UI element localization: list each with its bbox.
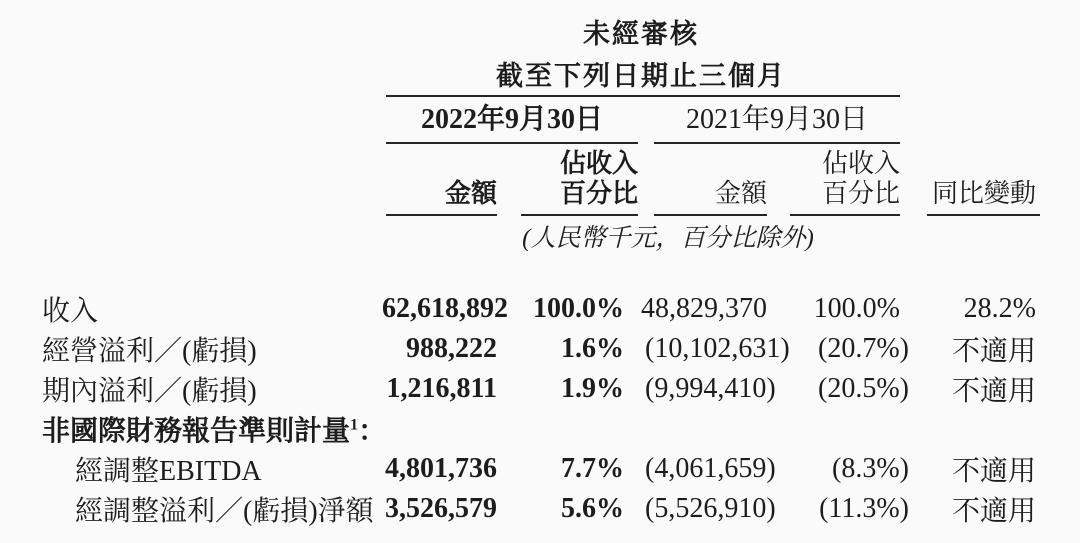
column-header-amount-2022: 金額	[382, 144, 497, 216]
pct-2022-cell: 7.7%	[561, 453, 624, 484]
table-row-operating-profit	[42, 329, 1040, 369]
pct-2021-cell: (11.3%)	[819, 493, 909, 524]
unit-note: (人民幣千元，百分比除外)	[522, 225, 814, 252]
pct-2022-cell: 5.6%	[561, 493, 624, 524]
amount-2021-cell: (5,526,910)	[645, 493, 776, 524]
period-header-2021: 2021年9月30日	[654, 98, 900, 144]
amount-2022-cell: 4,801,736	[385, 453, 497, 484]
yoy-cell: 28.2%	[963, 293, 1036, 324]
pct-2021-cell: (8.3%)	[832, 453, 909, 484]
column-header-amount-2021: 金額	[638, 144, 767, 216]
amount-2021-cell: 48,829,370	[641, 293, 767, 324]
table-row-adjusted-ebitda	[42, 449, 1040, 489]
pct-2021-cell: (20.7%)	[818, 333, 909, 364]
row-label: 期內溢利／(虧損)	[42, 376, 257, 407]
table-row-revenue	[42, 289, 1040, 329]
section-label: 非國際財務報告準則計量$^1$：	[42, 415, 387, 447]
amount-2022-cell: 1,216,811	[386, 373, 497, 404]
column-header-yoy: 同比變動	[900, 144, 1040, 216]
table-row-non-ifrs-section	[42, 409, 1040, 449]
column-header-pct-2021: 佔收入 百分比	[767, 144, 900, 216]
financial-statement-sheet	[0, 12, 1080, 543]
amount-2022-cell: 3,526,579	[385, 493, 497, 524]
yoy-cell: 不適用	[951, 496, 1036, 527]
footnote-superscript: 1	[350, 415, 359, 434]
period-header-2022: 2022年9月30日	[386, 98, 638, 144]
table-title-period-caption: 截至下列日期止三個月	[496, 60, 786, 91]
amount-2022-cell: 62,618,892	[382, 293, 508, 324]
table-row-period-profit	[42, 369, 1040, 409]
amount-2021-cell: (9,994,410)	[645, 373, 776, 404]
financial-results-table	[42, 12, 1040, 529]
yoy-cell: 不適用	[951, 376, 1036, 407]
column-header-pct-2022: 佔收入 百分比	[497, 144, 638, 216]
table-title-unaudited: 未經審核	[583, 19, 699, 49]
row-label: 經營溢利／(虧損)	[42, 336, 257, 367]
pct-2022-cell: 1.6%	[561, 333, 624, 364]
pct-2021-cell: (20.5%)	[818, 373, 909, 404]
amount-2021-cell: (10,102,631)	[645, 333, 790, 364]
table-row-adjusted-net-profit	[42, 489, 1040, 529]
pct-2021-cell: 100.0%	[813, 293, 900, 324]
amount-2022-cell: 988,222	[406, 333, 497, 364]
pct-2022-cell: 100.0%	[533, 293, 624, 324]
row-label: 經調整EBITDA	[75, 456, 262, 487]
pct-2022-cell: 1.9%	[561, 373, 624, 404]
row-label: 經調整溢利／(虧損)淨額	[75, 496, 374, 527]
row-label: 收入	[42, 296, 99, 327]
yoy-cell: 不適用	[951, 336, 1036, 367]
yoy-cell: 不適用	[951, 456, 1036, 487]
amount-2021-cell: (4,061,659)	[645, 453, 776, 484]
